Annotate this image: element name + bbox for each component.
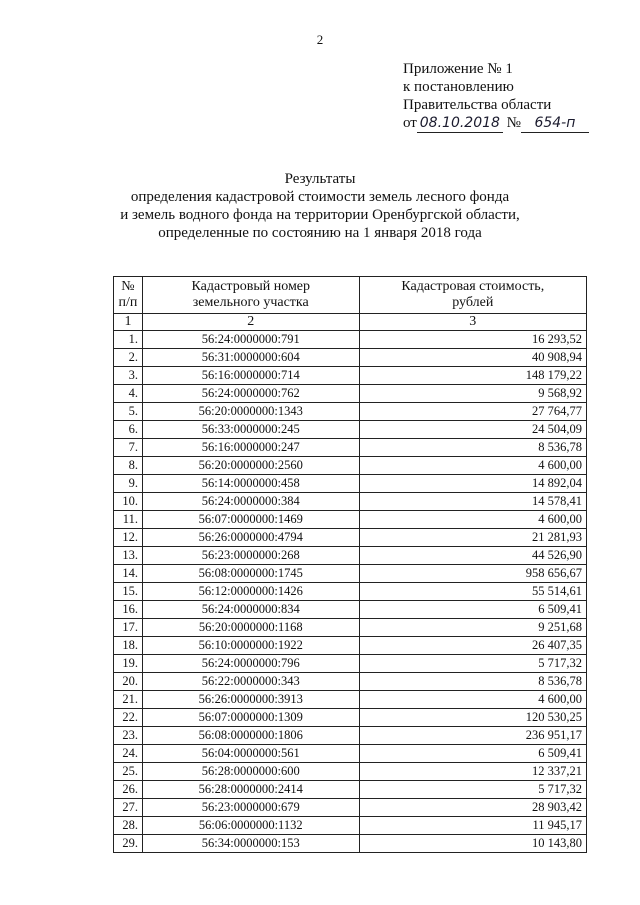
column-number-row (114, 314, 587, 331)
row-index: 19. (114, 655, 143, 673)
cadastral-value: 40 908,94 (359, 349, 586, 367)
row-index: 29. (114, 835, 143, 853)
cadastral-number: 56:12:0000000:1426 (142, 583, 359, 601)
row-index: 25. (114, 763, 143, 781)
cadastral-number: 56:26:0000000:3913 (142, 691, 359, 709)
cadastral-value: 55 514,61 (359, 583, 586, 601)
row-index: 4. (114, 385, 143, 403)
row-index: 14. (114, 565, 143, 583)
table-row (114, 529, 587, 547)
cadastral-value: 10 143,80 (359, 835, 586, 853)
table-row (114, 385, 587, 403)
cadastral-number: 56:06:0000000:1132 (142, 817, 359, 835)
cadastral-number: 56:31:0000000:604 (142, 349, 359, 367)
row-index: 28. (114, 817, 143, 835)
col-header-number (114, 277, 143, 314)
page-number: 2 (316, 32, 324, 47)
row-index: 26. (114, 781, 143, 799)
table-row (114, 709, 587, 727)
col-header-value (359, 277, 586, 314)
row-index: 20. (114, 673, 143, 691)
cadastral-number: 56:10:0000000:1922 (142, 637, 359, 655)
cadastral-number: 56:20:0000000:1343 (142, 403, 359, 421)
cadastral-value: 21 281,93 (359, 529, 586, 547)
cadastral-value: 6 509,41 (359, 745, 586, 763)
col-header-cadastral (142, 277, 359, 314)
table-row (114, 655, 587, 673)
appendix-line-1: Приложение № 1 (403, 61, 513, 77)
cadastral-value: 27 764,77 (359, 403, 586, 421)
cadastral-number: 56:24:0000000:791 (142, 331, 359, 349)
cadastral-number: 56:24:0000000:762 (142, 385, 359, 403)
title-line-2: определения кадастровой стоимости земель лесного фонда (130, 189, 510, 205)
title-line-4: определенные по состоянию на 1 января 2018 года (158, 225, 482, 241)
document-title (0, 170, 640, 242)
table-row (114, 601, 587, 619)
row-index: 3. (114, 367, 143, 385)
cadastral-number: 56:22:0000000:343 (142, 673, 359, 691)
column-number: 1 (114, 314, 143, 331)
row-index: 15. (114, 583, 143, 601)
handwritten-date (417, 114, 503, 133)
col-header-value-line2: рублей (452, 295, 494, 310)
cadastral-value: 8 536,78 (359, 673, 586, 691)
row-index: 23. (114, 727, 143, 745)
table-row (114, 619, 587, 637)
row-index: 27. (114, 799, 143, 817)
appendix-date-line (403, 114, 589, 133)
row-index: 13. (114, 547, 143, 565)
table-row (114, 493, 587, 511)
column-number: 2 (142, 314, 359, 331)
table-row (114, 799, 587, 817)
table-row (114, 403, 587, 421)
cadastral-value: 120 530,25 (359, 709, 586, 727)
table-row (114, 817, 587, 835)
table-row (114, 673, 587, 691)
cadastral-number: 56:23:0000000:679 (142, 799, 359, 817)
cadastral-value: 44 526,90 (359, 547, 586, 565)
cadastral-value: 11 945,17 (359, 817, 586, 835)
row-index: 6. (114, 421, 143, 439)
cadastral-value: 14 578,41 (359, 493, 586, 511)
cadastral-number: 56:08:0000000:1745 (142, 565, 359, 583)
cadastral-value: 14 892,04 (359, 475, 586, 493)
col-header-number-line1: № (121, 279, 135, 294)
cadastral-value: 958 656,67 (359, 565, 586, 583)
row-index: 16. (114, 601, 143, 619)
cadastral-value: 5 717,32 (359, 655, 586, 673)
cadastral-number: 56:20:0000000:1168 (142, 619, 359, 637)
table-row (114, 763, 587, 781)
title-line-1: Результаты (284, 171, 356, 187)
table-row (114, 439, 587, 457)
row-index: 17. (114, 619, 143, 637)
cadastral-number: 56:24:0000000:384 (142, 493, 359, 511)
cadastral-number: 56:33:0000000:245 (142, 421, 359, 439)
table-row (114, 547, 587, 565)
handwritten-date-text: 08.10.2018 (419, 115, 500, 131)
col-header-value-line1: Кадастровая стоимость, (401, 279, 545, 294)
cadastral-number: 56:28:0000000:600 (142, 763, 359, 781)
table-row (114, 565, 587, 583)
cadastral-number: 56:07:0000000:1469 (142, 511, 359, 529)
table-row (114, 691, 587, 709)
row-index: 2. (114, 349, 143, 367)
appendix-line-3: Правительства области (403, 97, 552, 113)
cadastral-number: 56:34:0000000:153 (142, 835, 359, 853)
cadastral-value: 236 951,17 (359, 727, 586, 745)
cadastral-value: 28 903,42 (359, 799, 586, 817)
cadastral-number: 56:08:0000000:1806 (142, 727, 359, 745)
table-row (114, 475, 587, 493)
date-prefix: от (403, 115, 417, 131)
cadastral-number: 56:07:0000000:1309 (142, 709, 359, 727)
cadastral-value: 4 600,00 (359, 457, 586, 475)
table-row (114, 421, 587, 439)
table-row (114, 367, 587, 385)
row-index: 5. (114, 403, 143, 421)
handwritten-number (521, 114, 589, 133)
col-header-cadastral-line1: Кадастровый номер (191, 279, 311, 294)
table-row (114, 583, 587, 601)
row-index: 8. (114, 457, 143, 475)
cadastral-value: 6 509,41 (359, 601, 586, 619)
cadastral-value: 5 717,32 (359, 781, 586, 799)
col-header-number-line2: п/п (118, 295, 138, 310)
cadastral-number: 56:20:0000000:2560 (142, 457, 359, 475)
table-row (114, 745, 587, 763)
row-index: 21. (114, 691, 143, 709)
cadastral-value-table (113, 276, 587, 853)
cadastral-number: 56:23:0000000:268 (142, 547, 359, 565)
table-header-row (114, 277, 587, 314)
table-row (114, 727, 587, 745)
table-row (114, 511, 587, 529)
row-index: 7. (114, 439, 143, 457)
cadastral-value: 4 600,00 (359, 691, 586, 709)
appendix-line-2: к постановлению (403, 79, 514, 95)
row-index: 11. (114, 511, 143, 529)
cadastral-number: 56:04:0000000:561 (142, 745, 359, 763)
col-header-cadastral-line2: земельного участка (192, 295, 309, 310)
row-index: 22. (114, 709, 143, 727)
row-index: 18. (114, 637, 143, 655)
table-row (114, 835, 587, 853)
cadastral-number: 56:24:0000000:796 (142, 655, 359, 673)
cadastral-value: 8 536,78 (359, 439, 586, 457)
row-index: 1. (114, 331, 143, 349)
cadastral-value: 4 600,00 (359, 511, 586, 529)
row-index: 24. (114, 745, 143, 763)
cadastral-number: 56:16:0000000:247 (142, 439, 359, 457)
cadastral-value: 148 179,22 (359, 367, 586, 385)
column-number: 3 (359, 314, 586, 331)
cadastral-value: 12 337,21 (359, 763, 586, 781)
cadastral-value: 9 251,68 (359, 619, 586, 637)
cadastral-number: 56:28:0000000:2414 (142, 781, 359, 799)
row-index: 12. (114, 529, 143, 547)
appendix-header (403, 60, 589, 133)
cadastral-number: 56:26:0000000:4794 (142, 529, 359, 547)
table-row (114, 457, 587, 475)
table-row (114, 637, 587, 655)
table-row (114, 331, 587, 349)
row-index: 9. (114, 475, 143, 493)
cadastral-value: 16 293,52 (359, 331, 586, 349)
cadastral-number: 56:24:0000000:834 (142, 601, 359, 619)
cadastral-value: 9 568,92 (359, 385, 586, 403)
handwritten-number-text: 654-п (534, 115, 576, 131)
table-row (114, 349, 587, 367)
title-line-3: и земель водного фонда на территории Оренбургской области, (120, 207, 520, 223)
table-row (114, 781, 587, 799)
cadastral-value: 24 504,09 (359, 421, 586, 439)
cadastral-value: 26 407,35 (359, 637, 586, 655)
cadastral-number: 56:16:0000000:714 (142, 367, 359, 385)
number-label: № (506, 115, 521, 131)
cadastral-number: 56:14:0000000:458 (142, 475, 359, 493)
row-index: 10. (114, 493, 143, 511)
